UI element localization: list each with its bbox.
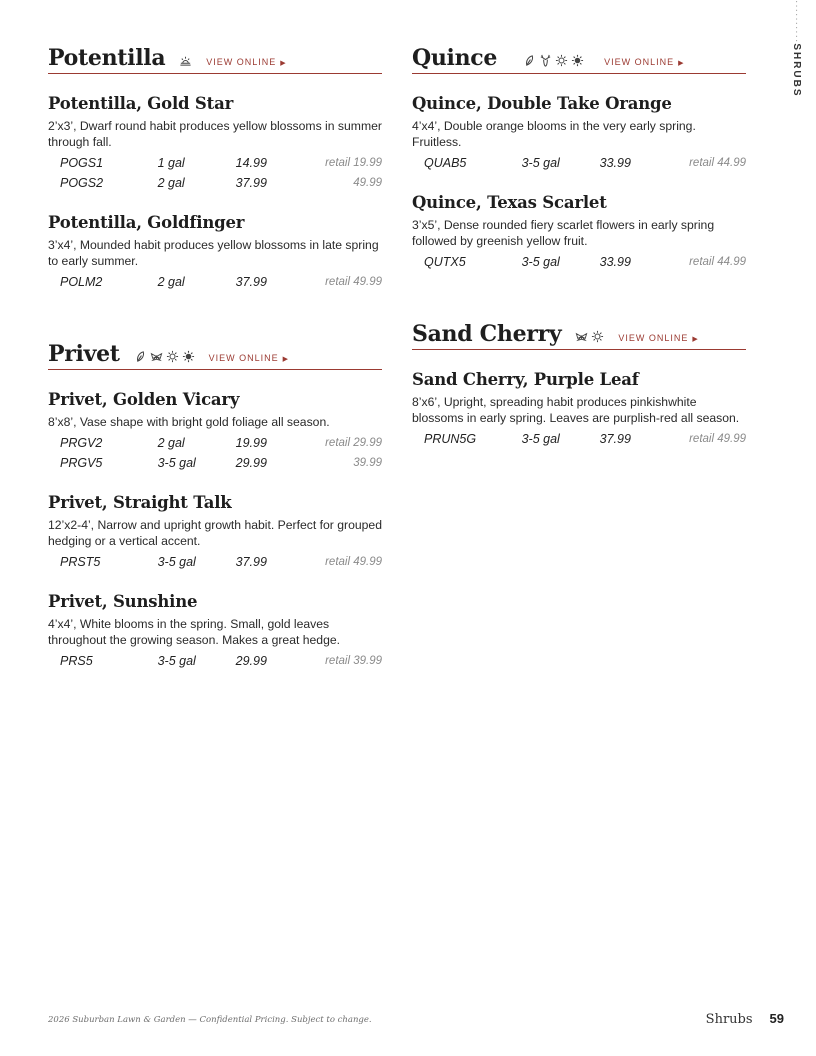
sku-size: 3-5 gal — [157, 456, 196, 470]
footer-pagination — [706, 1011, 784, 1027]
sku-code: PRGV2 — [60, 436, 103, 450]
product-name: Quince, Texas Scarlet — [412, 193, 607, 212]
sku-size: 3-5 gal — [157, 555, 196, 569]
product-description: 4’x4’, Double orange blooms in the very early spring. Fruitless. — [412, 119, 696, 149]
sku-row — [48, 651, 382, 671]
sku-price: 29.99 — [235, 654, 267, 668]
sku-code: PRUN5G — [424, 432, 477, 446]
sku-size: 3-5 gal — [521, 432, 560, 446]
product-name: Potentilla, Gold Star — [48, 94, 234, 113]
sun-outline-icon — [555, 54, 568, 67]
product-card — [412, 370, 746, 449]
sku-retail: 49.99 — [353, 177, 382, 189]
product-description: 8’x8’, Vase shape with bright gold foliage all season. — [48, 415, 330, 429]
sku-size: 2 gal — [157, 275, 185, 289]
section-title: Sand Cherry — [412, 321, 562, 347]
section-sand-cherry — [412, 318, 746, 449]
product-description: 4’x4’, White blooms in the spring. Small, gold leaves throughout the growing season. Makes a great hedge. — [48, 617, 341, 647]
side-tab — [791, 0, 802, 98]
footer-section-name: Shrubs — [705, 1012, 753, 1027]
product-card — [412, 94, 746, 173]
leaf-icon — [134, 350, 147, 363]
product-card — [412, 193, 746, 272]
sku-retail: retail 49.99 — [325, 276, 382, 288]
sku-size: 3-5 gal — [157, 654, 196, 668]
sku-row — [412, 429, 746, 449]
sku-price: 37.99 — [235, 275, 267, 289]
view-online-link[interactable]: VIEW ONLINE ▶ — [206, 57, 287, 67]
left-column — [48, 42, 382, 671]
butterfly-icon — [575, 330, 588, 343]
view-online-link[interactable]: VIEW ONLINE ▶ — [618, 333, 699, 343]
attribute-icons — [575, 330, 604, 343]
sku-price: 37.99 — [235, 555, 267, 569]
product-name: Quince, Double Take Orange — [412, 94, 672, 113]
sku-size: 1 gal — [157, 156, 185, 170]
sun-filled-icon — [182, 350, 195, 363]
section-header — [412, 318, 746, 350]
sku-retail: 39.99 — [353, 457, 382, 469]
product-name: Privet, Straight Talk — [48, 493, 232, 512]
sku-retail: retail 44.99 — [689, 157, 746, 169]
sku-retail: retail 29.99 — [325, 437, 382, 449]
sku-retail: retail 44.99 — [689, 256, 746, 268]
sku-price: 29.99 — [235, 456, 267, 470]
section-title: Privet — [48, 341, 120, 367]
product-name: Potentilla, Goldfinger — [48, 213, 245, 232]
product-card — [48, 390, 382, 473]
sku-size: 2 gal — [157, 436, 185, 450]
section-header — [48, 338, 382, 370]
sku-price: 14.99 — [235, 156, 267, 170]
sku-code: PRS5 — [60, 654, 93, 668]
sku-code: QUTX5 — [424, 255, 466, 269]
sun-outline-icon — [591, 330, 604, 343]
sku-code: POLM2 — [60, 275, 103, 289]
sku-price: 37.99 — [235, 176, 267, 190]
view-online-link[interactable]: VIEW ONLINE ▶ — [208, 353, 290, 363]
sku-code: POGS2 — [60, 176, 104, 190]
sku-code: PRGV5 — [60, 456, 103, 470]
product-description: 3’x4’, Mounded habit produces yellow blossoms in late spring to early summer. — [48, 238, 379, 268]
product-card — [48, 94, 382, 193]
product-name: Privet, Sunshine — [48, 592, 198, 611]
footer-note: 2026 Suburban Lawn & Garden — Confidential Pricing. Subject to change. — [48, 1015, 372, 1025]
sku-retail: retail 39.99 — [325, 655, 382, 667]
sku-code: QUAB5 — [424, 156, 467, 170]
product-name: Sand Cherry, Purple Leaf — [412, 370, 639, 389]
product-description: 2’x3’, Dwarf round habit produces yellow blossoms in summer through fall. — [48, 119, 382, 149]
sku-price: 33.99 — [599, 255, 631, 269]
sku-retail: retail 49.99 — [689, 433, 746, 445]
section-quince — [412, 42, 746, 272]
attribute-icons — [134, 350, 195, 363]
sku-row — [48, 153, 382, 173]
view-online-link[interactable]: VIEW ONLINE ▶ — [604, 57, 685, 67]
right-column — [412, 42, 746, 449]
sku-row — [48, 453, 382, 473]
leaf-icon — [523, 54, 536, 67]
sku-price: 37.99 — [599, 432, 631, 446]
deer-icon — [539, 54, 552, 67]
side-tab-dots: ·········· — [791, 0, 802, 44]
page-number: 59 — [769, 1011, 784, 1026]
product-card — [48, 213, 382, 292]
section-header — [412, 42, 746, 74]
product-card — [48, 592, 382, 671]
sku-price: 19.99 — [235, 436, 267, 450]
attribute-icons — [179, 54, 192, 67]
sku-retail: retail 49.99 — [325, 556, 382, 568]
sku-row — [412, 153, 746, 173]
butterfly-icon — [150, 350, 163, 363]
sku-price: 33.99 — [599, 156, 631, 170]
product-card — [48, 493, 382, 572]
sku-row — [48, 272, 382, 292]
attribute-icons — [523, 54, 584, 67]
sku-size: 3-5 gal — [521, 255, 560, 269]
sku-code: PRST5 — [60, 555, 101, 569]
sku-size: 3-5 gal — [521, 156, 560, 170]
sun-outline-icon — [166, 350, 179, 363]
product-name: Privet, Golden Vicary — [48, 390, 240, 409]
product-description: 8’x6’, Upright, spreading habit produces pinkishwhite blossoms in early spring. Leaves are purplish-red all season. — [412, 395, 740, 425]
product-description: 3’x5’, Dense rounded fiery scarlet flowers in early spring followed by greenish yellow fruit. — [412, 218, 715, 248]
sku-row — [412, 252, 746, 272]
product-description: 12’x2-4’, Narrow and upright growth habit. Perfect for grouped hedging or a vertical accent. — [48, 518, 382, 548]
sku-retail: retail 19.99 — [325, 157, 382, 169]
sku-size: 2 gal — [157, 176, 185, 190]
side-tab-label: SHRUBS — [791, 43, 802, 98]
sun-icon — [179, 54, 192, 67]
sku-row — [48, 433, 382, 453]
section-title: Quince — [412, 45, 498, 71]
sku-row — [48, 552, 382, 572]
sku-code: POGS1 — [60, 156, 104, 170]
sun-filled-icon — [571, 54, 584, 67]
sku-row — [48, 173, 382, 193]
section-title: Potentilla — [48, 45, 166, 71]
section-header — [48, 42, 382, 74]
section-potentilla — [48, 42, 382, 292]
section-privet — [48, 338, 382, 671]
